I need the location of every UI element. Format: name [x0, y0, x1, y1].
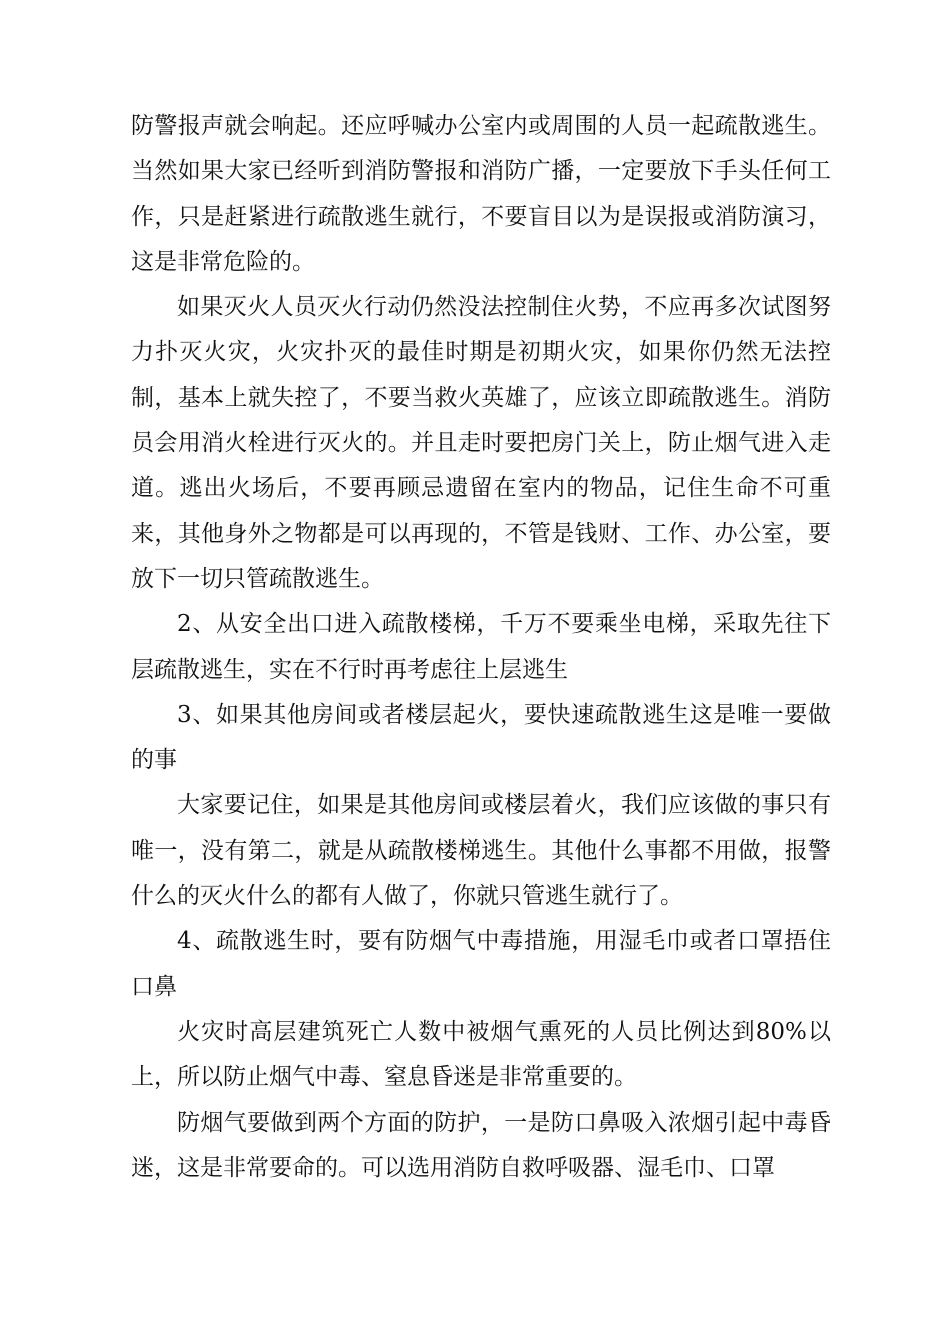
paragraph-4: 3、如果其他房间或者楼层起火，要快速疏散逃生这是唯一要做的事	[131, 701, 831, 774]
paragraph-5: 大家要记住，如果是其他房间或楼层着火，我们应该做的事只有唯一，没有第二，就是从疏散楼梯逃生。其他什么事都不用做，报警什么的灭火什么的都有人做了，你就只管逃生就行了。	[131, 792, 831, 910]
document-body	[131, 104, 831, 1191]
paragraph-3: 2、从安全出口进入疏散楼梯，千万不要乘坐电梯，采取先往下层疏散逃生，实在不行时再考虑往上层逃生	[131, 611, 831, 683]
paragraph-7: 火灾时高层建筑死亡人数中被烟气熏死的人员比例达到80%以上，所以防止烟气中毒、窒息昏迷是非常重要的。	[131, 1018, 831, 1091]
paragraph-1: 防警报声就会响起。还应呼喊办公室内或周围的人员一起疏散逃生。当然如果大家已经听到消防警报和消防广播，一定要放下手头任何工作，只是赶紧进行疏散逃生就行，不要盲目以为是误报或消防演习，这是非常危险的。	[131, 113, 831, 275]
paragraph-8: 防烟气要做到两个方面的防护，一是防口鼻吸入浓烟引起中毒昏迷，这是非常要命的。可以选用消防自救呼吸器、湿毛巾、口罩	[131, 1109, 831, 1181]
paragraph-2: 如果灭火人员灭火行动仍然没法控制住火势，不应再多次试图努力扑灭火灾，火灾扑灭的最佳时期是初期火灾，如果你仍然无法控制，基本上就失控了，不要当救火英雄了，应该立即疏散逃生。消防员会用消火栓进行灭火的。并且走时要把房门关上，防止烟气进入走道。逃出火场后，不要再顾忌遗留在室内的物品，记住生命不可重来，其他身外之物都是可以再现的，不管是钱财、工作、办公室，要放下一切只管疏散逃生。	[131, 294, 831, 592]
paragraph-6: 4、疏散逃生时，要有防烟气中毒措施，用湿毛巾或者口罩捂住口鼻	[131, 928, 831, 1000]
